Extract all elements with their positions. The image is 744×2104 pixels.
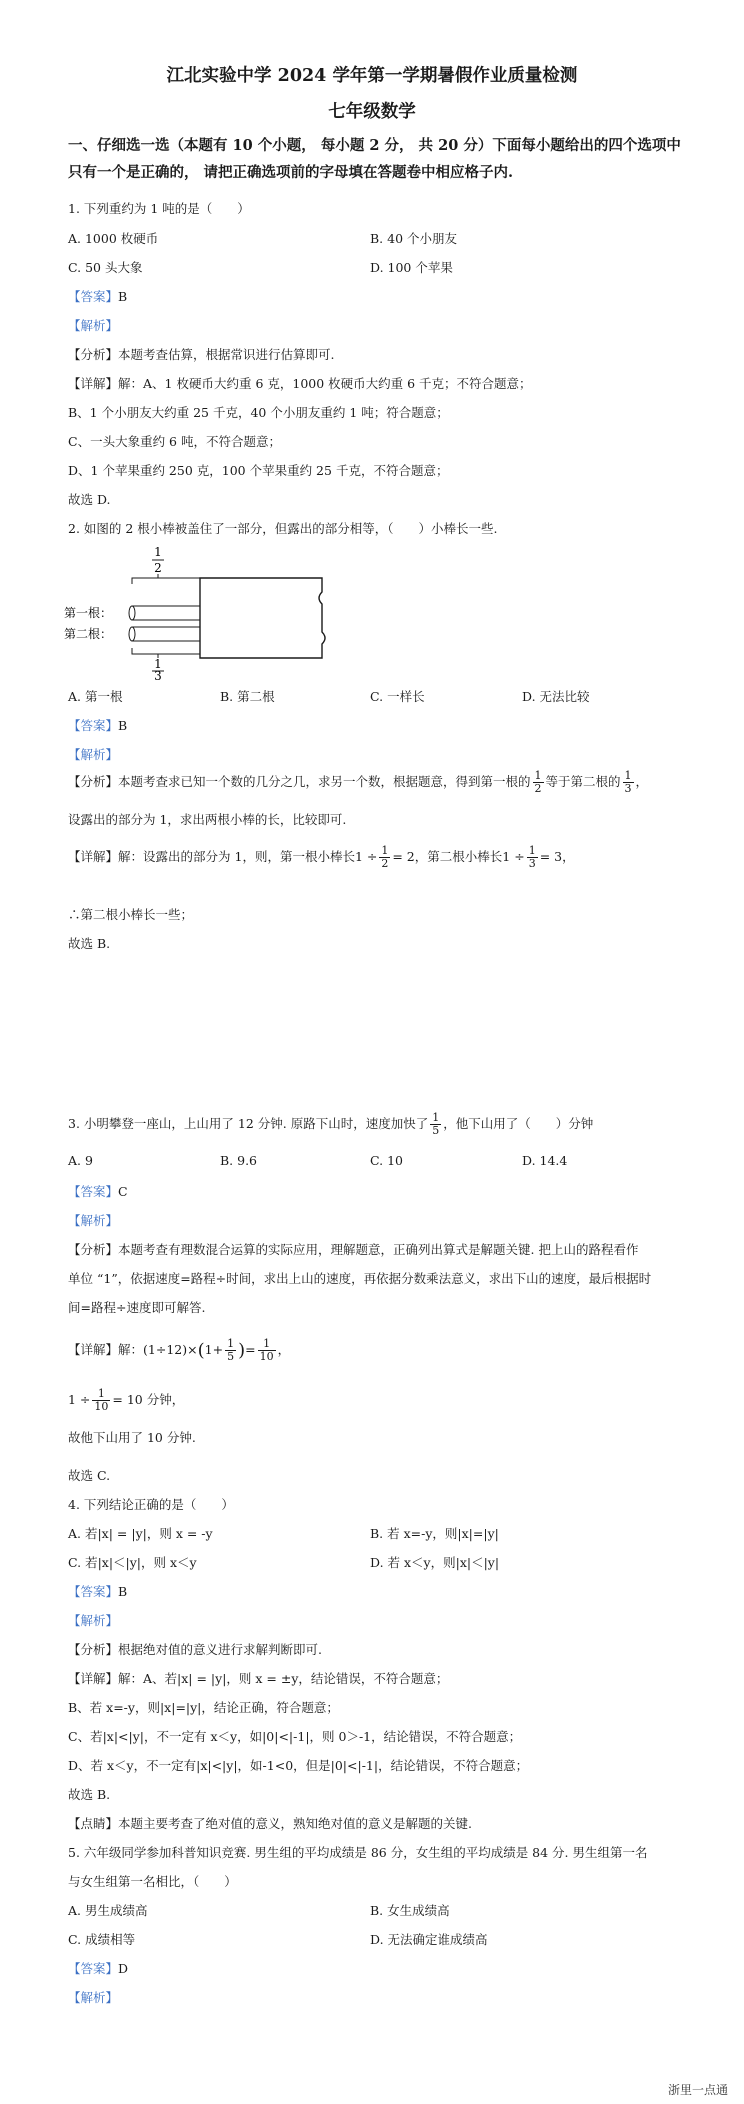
q3-answer [68,1182,128,1200]
q1-option-d: D. 100 个苹果 [370,260,453,275]
q4-detail-3: C、若|x|<|y|，不一定有 x＜y，如|0|<|-1|，则 0＞-1，结论错误，不符合题意； [68,1729,522,1744]
q5-option-d: D. 无法确定谁成绩高 [370,1932,488,1947]
q1-option-a: A. 1000 枚硬币 [68,231,159,246]
q2-therefore: ∴第二根小棒长一些； [68,907,194,922]
fraction-one-half: $\frac{1}{2}$ [381,844,389,870]
q2-eq1-right: = 2 [392,849,415,864]
q4-option-d: D. 若 x＜y，则|x|＜|y| [370,1555,500,1570]
q2-fenxi-1c: ， [635,774,649,789]
q2-stick-figure [62,540,342,680]
q4-dianjing [68,1814,472,1832]
q2-fig-top-denominator: 2 [154,561,162,575]
q1-detail-3: C、一头大象重约 6 吨，不符合题意； [68,434,281,449]
q1-stem: 1. 下列重约为 1 吨的是（ ） [68,201,250,216]
q3-stem [68,1112,593,1137]
q3-paren-open: ( [197,1340,205,1361]
q4-conclusion: 故选 B. [68,1787,111,1802]
answer-label: 【答案】 [68,1961,119,1976]
q3-detail-3: 故他下山用了 10 分钟. [68,1430,196,1445]
q2-fig-top-brace [132,578,200,584]
q2-fenxi-1a: 本题考查求已知一个数的几分之几，求另一个数，根据题意，得到第一根的 [118,774,531,789]
q3-option-c: C. 10 [370,1153,403,1168]
q5-analysis-label: 【解析】 [68,1990,119,2005]
fraction-one-fifth: $\frac{1}{5}$ [227,1337,235,1363]
q1-fenxi-text: 本题考查估算，根据常识进行估算即可. [118,347,335,362]
fraction-one-tenth: $\frac{1}{10}$ [259,1337,274,1363]
q3-conclusion: 故选 C. [68,1468,111,1483]
q2-detail-1a: 解：设露出的部分为 1，则，第一根小棒长 [118,849,355,864]
q2-fenxi-1b: 等于第二根的 [545,774,621,789]
answer-label: 【答案】 [68,1184,119,1199]
section1-line2: 只有一个是正确的， 请把正确选项前的字母填在答题卷中相应格子内. [68,164,514,181]
q2-fig-bottom-brace [132,648,200,654]
answer-label: 【答案】 [68,718,119,733]
q2-fig-label-second: 第二根： [64,627,113,641]
q1-answer-value: B [118,289,128,304]
q2-detail-1b: ，第二根小棒长 [414,849,503,864]
q3-option-b: B. 9.6 [220,1153,258,1168]
q5-stem-1: 5. 六年级同学参加科普知识竞赛. 男生组的平均成绩是 86 分，女生组的平均成绩是 84 分. 男生组第一名 [68,1845,648,1860]
q3-fenxi-2: 单位 “1”，依据速度=路程÷时间，求出上山的速度，再依据分数乘法意义，求出下山的速度，最后根据时 [68,1271,652,1286]
q2-option-a: A. 第一根 [68,689,123,704]
q2-detail-1c: ， [562,849,575,864]
q2-fig-stick1-end [129,606,135,620]
q3-expr-inner: 1+ [204,1342,224,1357]
q2-fig-stick2-end [129,627,135,641]
q2-option-c: C. 一样长 [370,689,425,704]
q3-detail-1-text: 解： [118,1342,144,1357]
answer-label: 【答案】 [68,289,119,304]
fraction-one-fifth: $\frac{1}{5}$ [432,1111,440,1137]
q4-option-c: C. 若|x|＜|y|，则 x＜y [68,1555,197,1570]
q4-option-a: A. 若|x| = |y|，则 x = -y [68,1526,213,1541]
q4-stem: 4. 下列结论正确的是（ ） [68,1497,234,1512]
q4-fenxi [68,1640,322,1658]
q1-option-c: C. 50 头大象 [68,260,143,275]
q4-detail-1 [68,1669,448,1687]
q3-expr: (1÷12)× [143,1342,198,1357]
q5-option-c: C. 成绩相等 [68,1932,136,1947]
q4-detail-2: B、若 x=-y，则|x|=|y|，结论正确，符合题意； [68,1700,339,1715]
q3-fenxi-3: 间=路程÷速度即可解答. [68,1300,206,1315]
q4-option-b: B. 若 x=-y，则|x|=|y| [370,1526,499,1541]
q3-option-d: D. 14.4 [522,1153,568,1168]
q3-expr-eq: = [245,1342,256,1357]
q2-answer [68,716,127,734]
q2-fig-cover [200,578,325,658]
xiangjie-label: 【详解】 [68,1671,119,1686]
q3-line2-right: = 10 分钟， [112,1392,185,1407]
q3-stem-b: ，他下山用了（ ）分钟 [443,1116,594,1131]
fraction-one-half: $\frac{1}{2}$ [534,769,542,795]
q2-detail-1 [68,845,575,870]
q2-eq2-left: 1 ÷ [502,849,525,864]
q3-paren-close: ) [238,1340,246,1361]
q2-eq2-right: = 3 [539,849,563,864]
section1-line1: 一、仔细选一选（本题有 10 个小题， 每小题 2 分， 共 20 分）下面每小题给出的四个选项中 [68,137,681,154]
q2-answer-value: B [118,718,128,733]
q5-answer-value: D [118,1961,129,1976]
xiangjie-label: 【详解】 [68,849,119,864]
q3-expr-end: ， [277,1342,291,1357]
q5-answer [68,1959,128,1977]
q3-analysis-label: 【解析】 [68,1213,119,1228]
q3-stem-a: 3. 小明攀登一座山，上山用了 12 分钟. 原路下山时，速度加快了 [68,1116,429,1131]
answer-label: 【答案】 [68,1584,119,1599]
q5-option-a: A. 男生成绩高 [68,1903,148,1918]
q1-detail-2: B、1 个小朋友大约重 25 千克，40 个小朋友重约 1 吨；符合题意； [68,405,449,420]
fenxi-label: 【分析】 [68,1242,119,1257]
q1-option-b: B. 40 个小朋友 [370,231,458,246]
q4-detail-4: D、若 x＜y，不一定有|x|<|y|，如-1<0，但是|0|<|-1|，结论错误，不符合题意； [68,1758,529,1773]
q2-fenxi-1 [68,770,648,795]
q1-detail-1 [68,374,532,392]
fenxi-label: 【分析】 [68,347,119,362]
q2-option-d: D. 无法比较 [522,689,590,704]
q4-answer [68,1582,127,1600]
q3-option-a: A. 9 [68,1153,93,1168]
fenxi-label: 【分析】 [68,774,119,789]
q1-answer [68,287,127,305]
q3-answer-value: C [118,1184,128,1199]
q3-detail-1 [68,1338,290,1363]
page-title: 江北实验中学 2024 学年第一学期暑假作业质量检测 [166,66,578,86]
page-subtitle: 七年级数学 [328,102,416,122]
fraction-one-third: $\frac{1}{3}$ [528,844,536,870]
q5-option-b: B. 女生成绩高 [370,1903,450,1918]
dianjing-label: 【点睛】 [68,1816,119,1831]
q4-fenxi-text: 根据绝对值的意义进行求解判断即可. [118,1642,322,1657]
footer-brand: 浙里一点通 [667,2083,728,2097]
q4-analysis-label: 【解析】 [68,1613,119,1628]
q2-stem: 2. 如图的 2 根小棒被盖住了一部分，但露出的部分相等，（ ）小棒长一些. [68,521,498,536]
q1-conclusion: 故选 D. [68,492,111,507]
fraction-one-third: $\frac{1}{3}$ [624,769,632,795]
q2-analysis-label: 【解析】 [68,747,119,762]
xiangjie-label: 【详解】 [68,376,119,391]
q2-fig-label-first: 第一根： [64,606,113,620]
q3-detail-2 [68,1388,184,1413]
q5-stem-2: 与女生组第一名相比，（ ） [68,1874,237,1889]
fenxi-label: 【分析】 [68,1642,119,1657]
q2-fenxi-2: 设露出的部分为 1，求出两根小棒的长，比较即可. [68,812,347,827]
q3-line2-left: 1 ÷ [68,1392,91,1407]
fraction-one-tenth: $\frac{1}{10}$ [94,1387,109,1413]
q2-fig-bottom-numerator: 1 [154,657,162,671]
q2-fig-bottom-denominator: 3 [154,669,162,680]
q1-analysis-label: 【解析】 [68,318,119,333]
q3-fenxi-1-text: 本题考查有理数混合运算的实际应用，理解题意，正确列出算式是解题关键. 把上山的路程看作 [118,1242,639,1257]
q2-eq1-left: 1 ÷ [354,849,378,864]
q1-detail-1-text: 解：A、1 枚硬币大约重 6 克，1000 枚硬币大约重 6 千克；不符合题意； [118,376,532,391]
xiangjie-label: 【详解】 [68,1342,119,1357]
q1-fenxi [68,345,335,363]
q2-option-b: B. 第二根 [220,689,275,704]
q4-dianjing-text: 本题主要考查了绝对值的意义，熟知绝对值的意义是解题的关键. [118,1816,472,1831]
q4-answer-value: B [118,1584,128,1599]
q2-fig-top-numerator: 1 [154,545,162,559]
q2-conclusion: 故选 B. [68,936,111,951]
q4-detail-1-text: 解：A、若|x| = |y|，则 x = ±y，结论错误，不符合题意； [118,1671,449,1686]
q1-detail-4: D、1 个苹果重约 250 克，100 个苹果重约 25 千克，不符合题意； [68,463,449,478]
q3-fenxi-1 [68,1240,638,1258]
